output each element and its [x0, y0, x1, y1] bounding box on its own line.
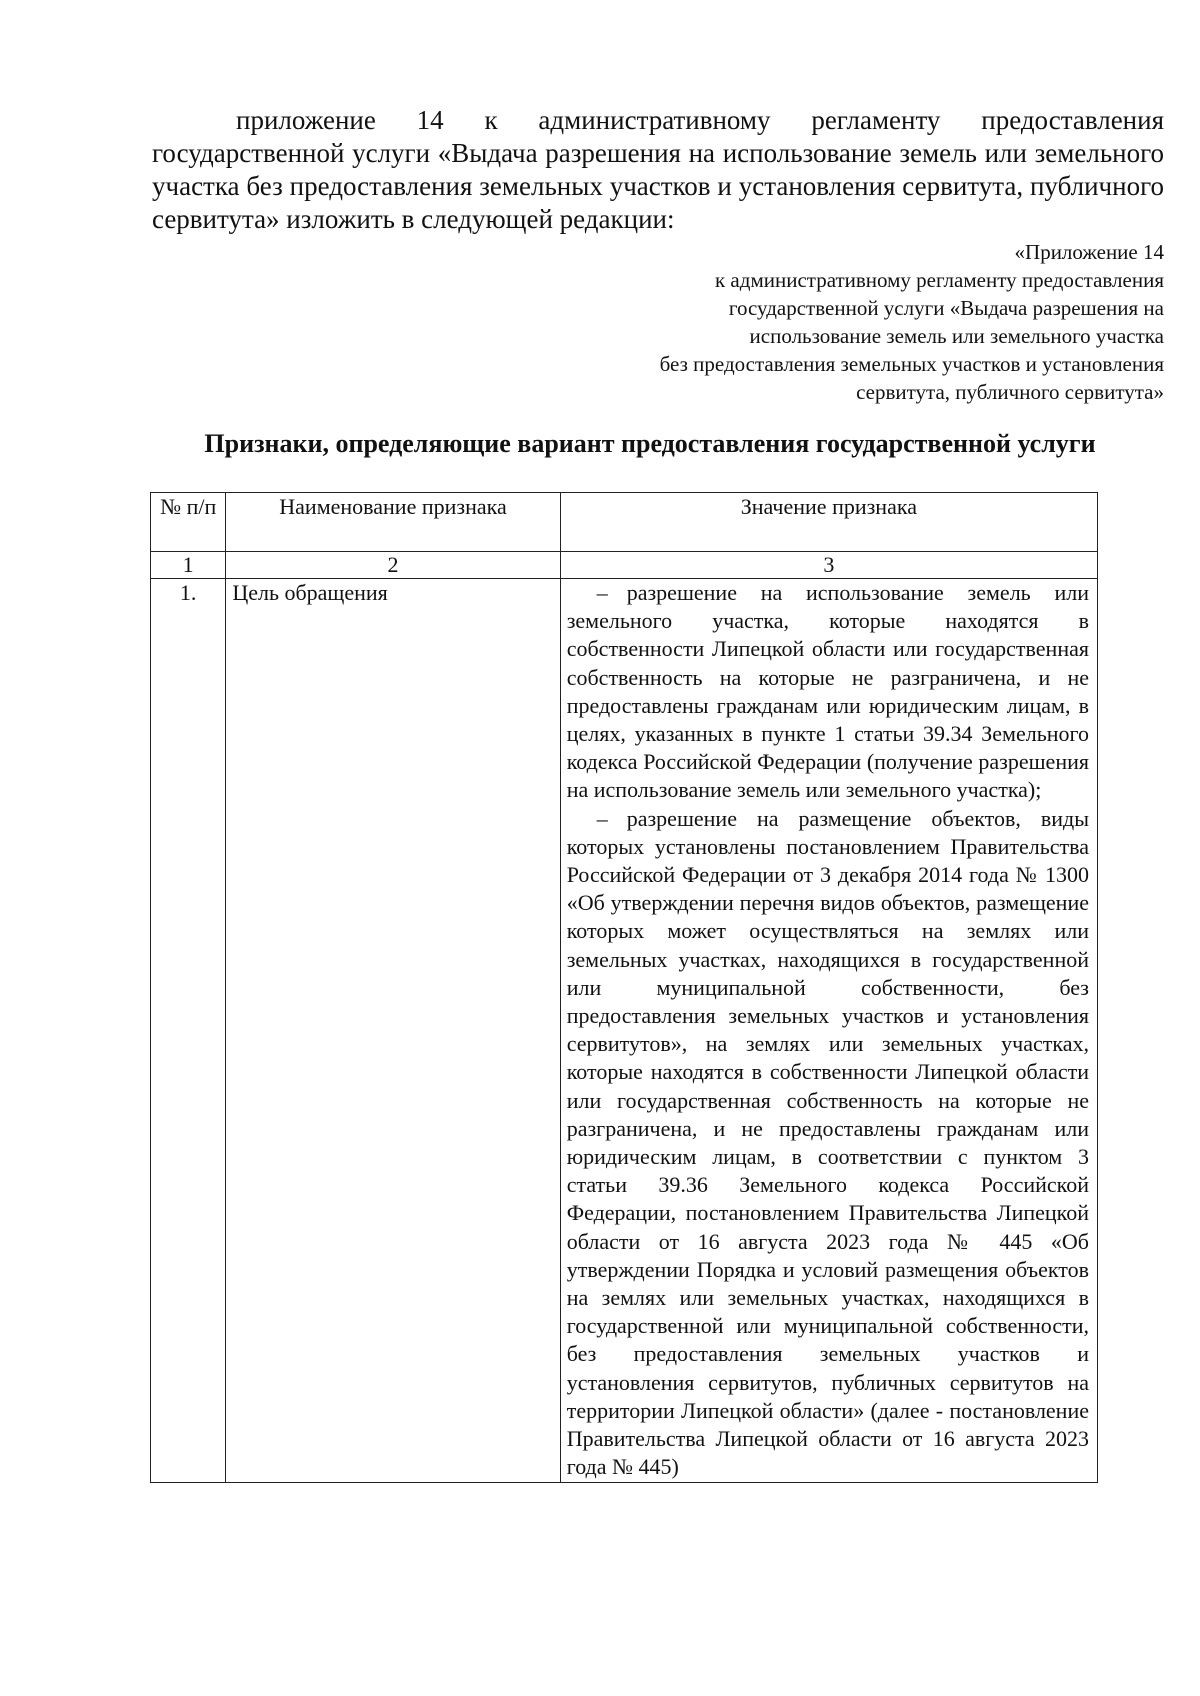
- appendix-header: [544, 238, 1164, 406]
- appendix-line: государственной услуги «Выдача разрешения на: [728, 296, 1164, 320]
- value-text: разрешение на размещение объектов, виды которых установлены постановлением Правительства Российской Федерации от 3 декабря 2014 года № 1300 «Об утверждении перечня видов объектов, размещение которых может осуществляться на землях или земельных участках, находящихся в государственной или муниципальной собственности, без предоставления земельных участков и установления сервитутов», на землях или земельных участках, которые находятся в собственности Липецкой области или государственная собственность на которые не разграничена, и не предоставлены гражданам или юридическим лицам, в соответствии с пунктом 3 статьи 39.36 Земельного кодекса Российской Федерации, постановлением Правительства Липецкой области от 16 августа 2023 года № 445 «Об утверждении Порядка и условий размещения объектов на землях или земельных участках, находящихся в государственной или муниципальной собственности, без предоставления земельных участков и установления сервитутов, публичных сервитутов на территории Липецкой области» (далее - постановление Правительства Липецкой области от 16 августа 2023 года № 445): [566, 805, 1089, 1480]
- header-num: № п/п: [151, 493, 226, 552]
- page-title: Признаки, определяющие вариант предоставления государственной услуги: [204, 429, 1096, 458]
- column-number: 2: [226, 552, 560, 579]
- table-row: [151, 579, 1098, 1483]
- appendix-line: использование земель или земельного участка: [749, 324, 1164, 348]
- appendix-line: «Приложение 14: [1014, 240, 1164, 264]
- row-values: [560, 579, 1097, 1483]
- intro-paragraph: приложение 14 к административному регламенту предоставления государственной услуги «Выдача разрешения на использование земель или земельного участка без предоставления земельных участков и установления сервитута, публичного сервитута» изложить в следующей редакции:: [152, 105, 1164, 234]
- column-number: 1: [151, 552, 226, 579]
- value-text: разрешение на использование земель или земельного участка, которые находятся в собственности Липецкой области или государственная собственность на которые не разграничена, и не предоставлены гражданам или юридическим лицам, в целях, указанных в пункте 1 статьи 39.34 Земельного кодекса Российской Федерации (получение разрешения на использование земель или земельного участка);: [566, 580, 1089, 803]
- column-number: 3: [560, 552, 1097, 579]
- table-header-row: [151, 493, 1098, 552]
- column-number-row: [151, 552, 1098, 579]
- value-item: [567, 805, 1089, 1482]
- header-name: Наименование признака: [226, 493, 560, 552]
- dash-marker: –: [596, 580, 608, 605]
- header-value: Значение признака: [560, 493, 1097, 552]
- signs-table: [150, 492, 1098, 1483]
- appendix-line: к административному регламенту предоставления: [714, 268, 1164, 292]
- appendix-line: сервитута, публичного сервитута»: [856, 380, 1164, 404]
- value-item: [567, 579, 1089, 805]
- appendix-line: без предоставления земельных участков и установления: [659, 352, 1164, 376]
- row-num: 1.: [151, 579, 226, 1483]
- row-name: Цель обращения: [226, 579, 560, 1483]
- dash-marker: –: [596, 805, 608, 831]
